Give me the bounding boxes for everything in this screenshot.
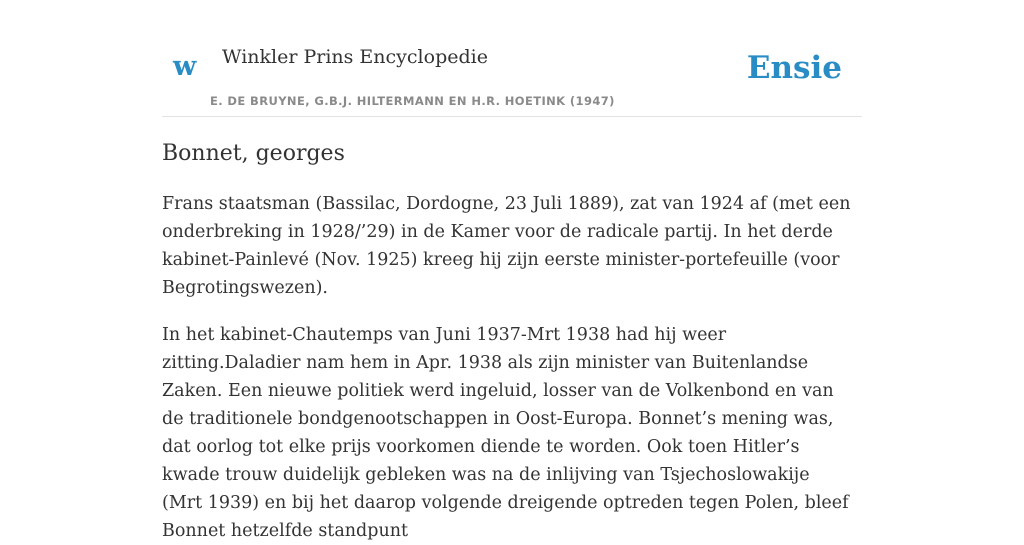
site-logo-icon[interactable]: w	[173, 51, 197, 82]
article-paragraph: In het kabinet-Chautemps van Juni 1937-Mrt 1938 had hij weer zitting.Daladier nam hem in Apr. 1938 als zijn minister van Buitenlandse Zaken. Een nieuwe politiek werd ingeluid, losser van de Volkenbond en van de traditionele bondgenootschappen in Oost-Europa. Bonnet’s mening was, dat oorlog tot elke prijs voorkomen diende te worden. Ook toen Hitler’s kwade trouw duidelijk gebleken was na de inlijving van Tsjechoslowakije (Mrt 1939) en bij het daarop volgende dreigende optreden tegen Polen, bleef Bonnet hetzelfde standpunt	[162, 325, 849, 541]
encyclopedia-title[interactable]: Winkler Prins Encyclopedie	[222, 46, 488, 68]
site-header	[162, 30, 862, 117]
encyclopedia-authors: E. DE BRUYNE, G.B.J. HILTERMANN EN H.R. HOETINK (1947)	[210, 94, 615, 108]
article-title: Bonnet, georges	[162, 141, 345, 166]
article-paragraph: Frans staatsman (Bassilac, Dordogne, 23 Juli 1889), zat van 1924 af (met een onderbreking in 1928/’29) in de Kamer voor de radicale partij. In het derde kabinet-Painlevé (Nov. 1925) kreeg hij zijn eerste minister-portefeuille (voor Begrotingswezen).	[162, 194, 851, 298]
article	[162, 138, 852, 545]
ensie-brand-logo[interactable]: Ensie	[746, 50, 842, 86]
